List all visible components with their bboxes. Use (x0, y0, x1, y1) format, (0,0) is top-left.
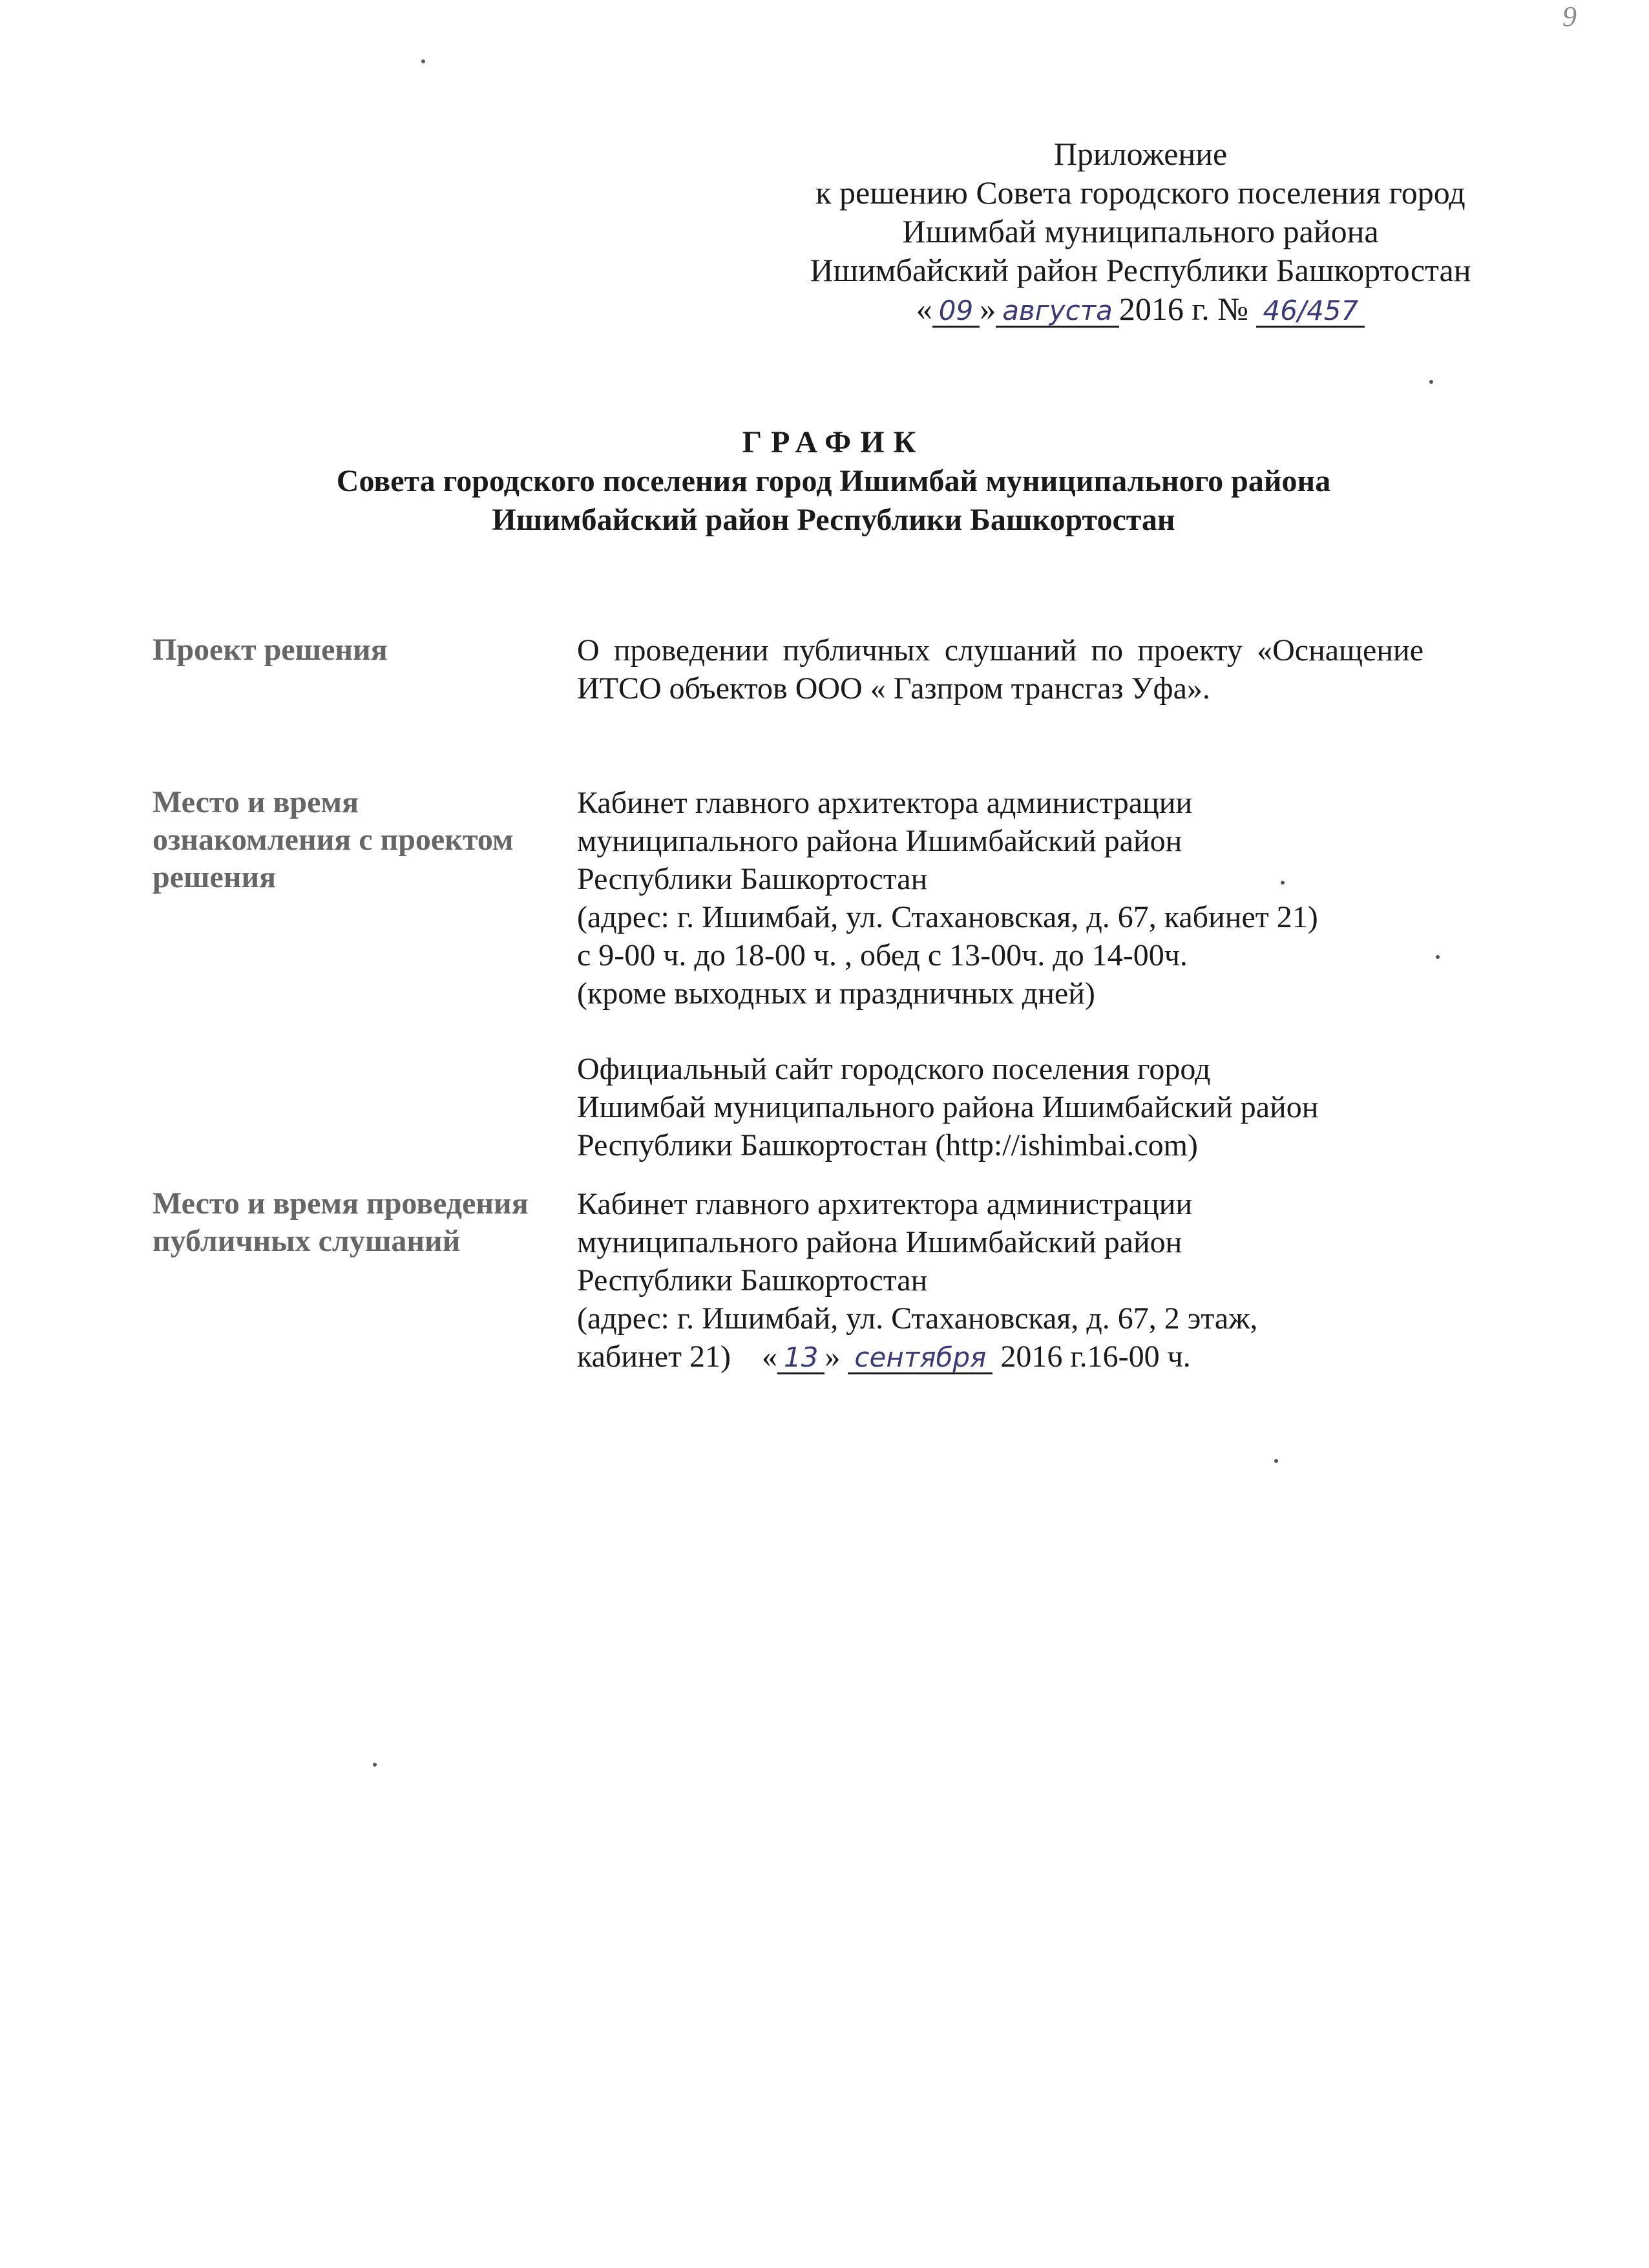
quote-close: » (980, 291, 996, 327)
familiarization-text (577, 784, 1423, 1164)
scan-speck (1281, 881, 1285, 885)
hearing-year-time: 2016 г.16-00 ч. (1000, 1339, 1191, 1374)
document-title (194, 423, 1473, 540)
appendix-title: Приложение (1053, 136, 1228, 172)
familiarization-label: Место и время ознакомления с проектом решения (152, 785, 514, 894)
handwritten-hearing-day: 13 (777, 1343, 824, 1374)
official-site-line: Официальный сайт городского поселения город (577, 1052, 1211, 1086)
handwritten-hearing-month: сентября (848, 1343, 993, 1374)
title-heading: ГРАФИК (742, 425, 925, 459)
hearings-line: Республики Башкортостан (577, 1263, 928, 1297)
appendix-line: Ишимбай муниципального района (902, 213, 1379, 249)
familiarization-address: (адрес: г. Ишимбай, ул. Стахановская, д. 67, кабинет 21) (577, 900, 1318, 934)
familiarization-line: Кабинет главного архитектора администрации (577, 786, 1193, 820)
familiarization-line: муниципального района Ишимбайский район (577, 824, 1182, 858)
hearings-room: кабинет 21) (577, 1339, 731, 1374)
quote-close: » (824, 1339, 841, 1374)
familiarization-hours: с 9-00 ч. до 18-00 ч. , обед с 13-00ч. до 14-00ч. (577, 938, 1188, 972)
scan-speck (421, 59, 425, 63)
project-label: Проект решения (152, 633, 388, 667)
hearings-line: муниципального района Ишимбайский район (577, 1225, 1182, 1259)
official-site-url: Республики Башкортостан (http://ishimbai.com) (577, 1128, 1198, 1162)
quote-open: « (916, 291, 932, 327)
spacer (577, 1013, 1423, 1050)
handwritten-month: августа (996, 296, 1119, 328)
page-number: 9 (1562, 1, 1577, 32)
scan-speck (1429, 380, 1433, 384)
quote-open: « (761, 1339, 777, 1374)
title-line: Ишимбайский район Республики Башкортостан (492, 503, 1175, 537)
familiarization-days-note: (кроме выходных и праздничных дней) (577, 976, 1095, 1011)
appendix-header (762, 134, 1518, 328)
familiarization-line: Республики Башкортостан (577, 862, 928, 896)
hearings-date-line (577, 1338, 1423, 1376)
hearings-label: Место и время проведения публичных слушаний (152, 1186, 529, 1258)
appendix-line: к решению Совета городского поселения город (815, 174, 1465, 211)
hearings-address: (адрес: г. Ишимбай, ул. Стахановская, д. 67, 2 этаж, (577, 1301, 1258, 1336)
decision-year-label: 2016 г. № (1119, 291, 1248, 327)
appendix-line: Ишимбайский район Республики Башкортостан (810, 252, 1471, 288)
project-text: О проведении публичных слушаний по проекту «Оснащение ИТСО объектов ООО « Газпром трансгаз Уфа». (577, 633, 1423, 706)
handwritten-decision-number: 46/457 (1256, 296, 1365, 328)
handwritten-day: 09 (932, 296, 980, 328)
title-line: Совета городского поселения город Ишимбай муниципального района (336, 464, 1331, 498)
hearings-line: Кабинет главного архитектора администрации (577, 1187, 1193, 1221)
hearings-text (577, 1185, 1423, 1376)
official-site-line: Ишимбай муниципального района Ишимбайский район (577, 1090, 1319, 1124)
scan-speck (373, 1763, 377, 1767)
scan-speck (1436, 955, 1440, 959)
appendix-decision-date (762, 289, 1518, 328)
scan-speck (1274, 1459, 1278, 1463)
